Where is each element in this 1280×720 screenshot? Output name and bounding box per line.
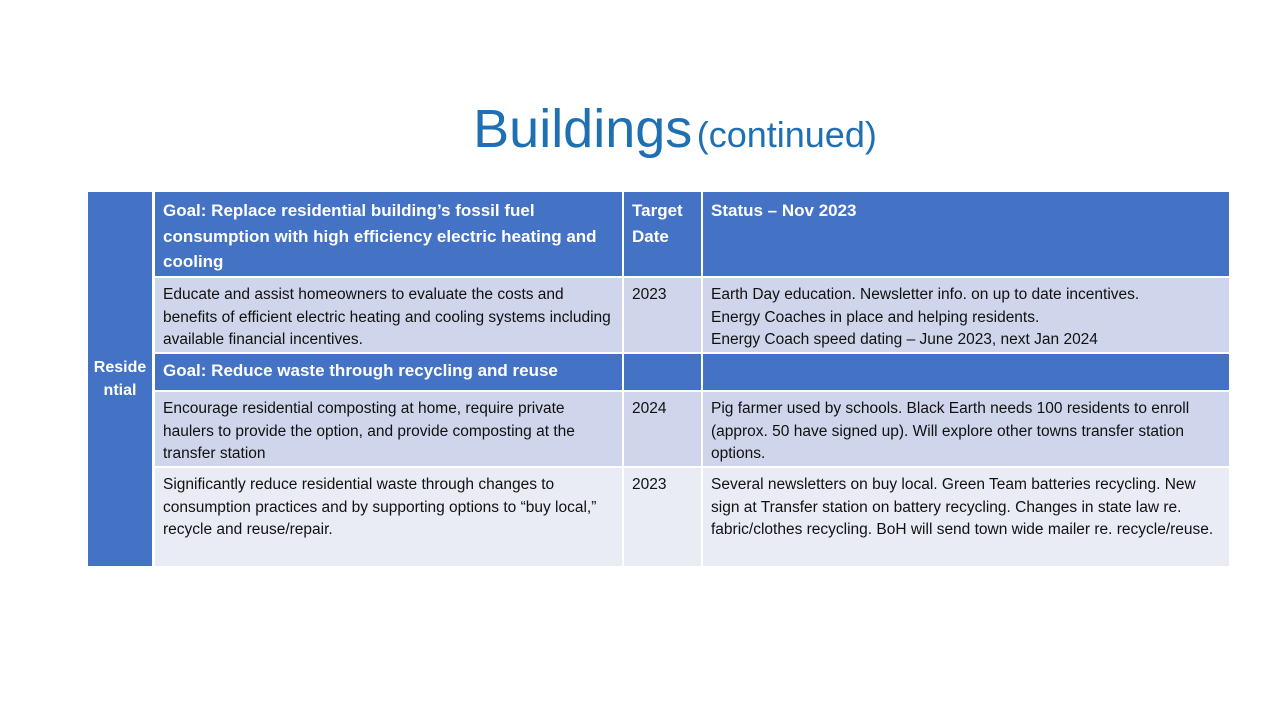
table-row-action: Educate and assist homeowners to evaluate the costs and benefits of efficient electric heating and cooling systems including available financial incentives. bbox=[155, 278, 622, 352]
section-label-cell bbox=[88, 192, 152, 566]
table-row-status: Earth Day education. Newsletter info. on up to date incentives. Energy Coaches in place and helping residents. Energy Coach speed dating – June 2023, next Jan 2024 bbox=[703, 278, 1229, 352]
table-row-action: Encourage residential composting at home, require private haulers to provide the option, and provide composting at the transfer station bbox=[155, 392, 622, 466]
table-row-action: Significantly reduce residential waste through changes to consumption practices and by supporting options to “buy local,” recycle and reuse/repair. bbox=[155, 468, 622, 566]
goal1-header: Goal: Replace residential building’s fossil fuel consumption with high efficiency electric heating and cooling bbox=[155, 192, 622, 276]
table-row-target: 2024 bbox=[624, 392, 701, 466]
section-label: Residential bbox=[93, 359, 147, 399]
slide-title-main: Buildings bbox=[473, 99, 693, 159]
slide-title-subtitle: (continued) bbox=[696, 114, 877, 155]
goal2-target-header-empty bbox=[624, 354, 701, 390]
goals-table bbox=[155, 192, 1229, 566]
status-header: Status – Nov 2023 bbox=[703, 192, 1229, 276]
table-row-status: Pig farmer used by schools. Black Earth needs 100 residents to enroll (approx. 50 have signed up). Will explore other towns transfer station options. bbox=[703, 392, 1229, 466]
target-date-header: Target Date bbox=[624, 192, 701, 276]
slide-title bbox=[0, 98, 1280, 160]
goal2-header: Goal: Reduce waste through recycling and reuse bbox=[155, 354, 622, 390]
goal2-status-header-empty bbox=[703, 354, 1229, 390]
table-row-target: 2023 bbox=[624, 278, 701, 352]
table-row-status: Several newsletters on buy local. Green Team batteries recycling. New sign at Transfer station on battery recycling. Changes in state law re. fabric/clothes recycling. BoH will send town wide mailer re. recycle/reuse. bbox=[703, 468, 1229, 566]
table-row-target: 2023 bbox=[624, 468, 701, 566]
